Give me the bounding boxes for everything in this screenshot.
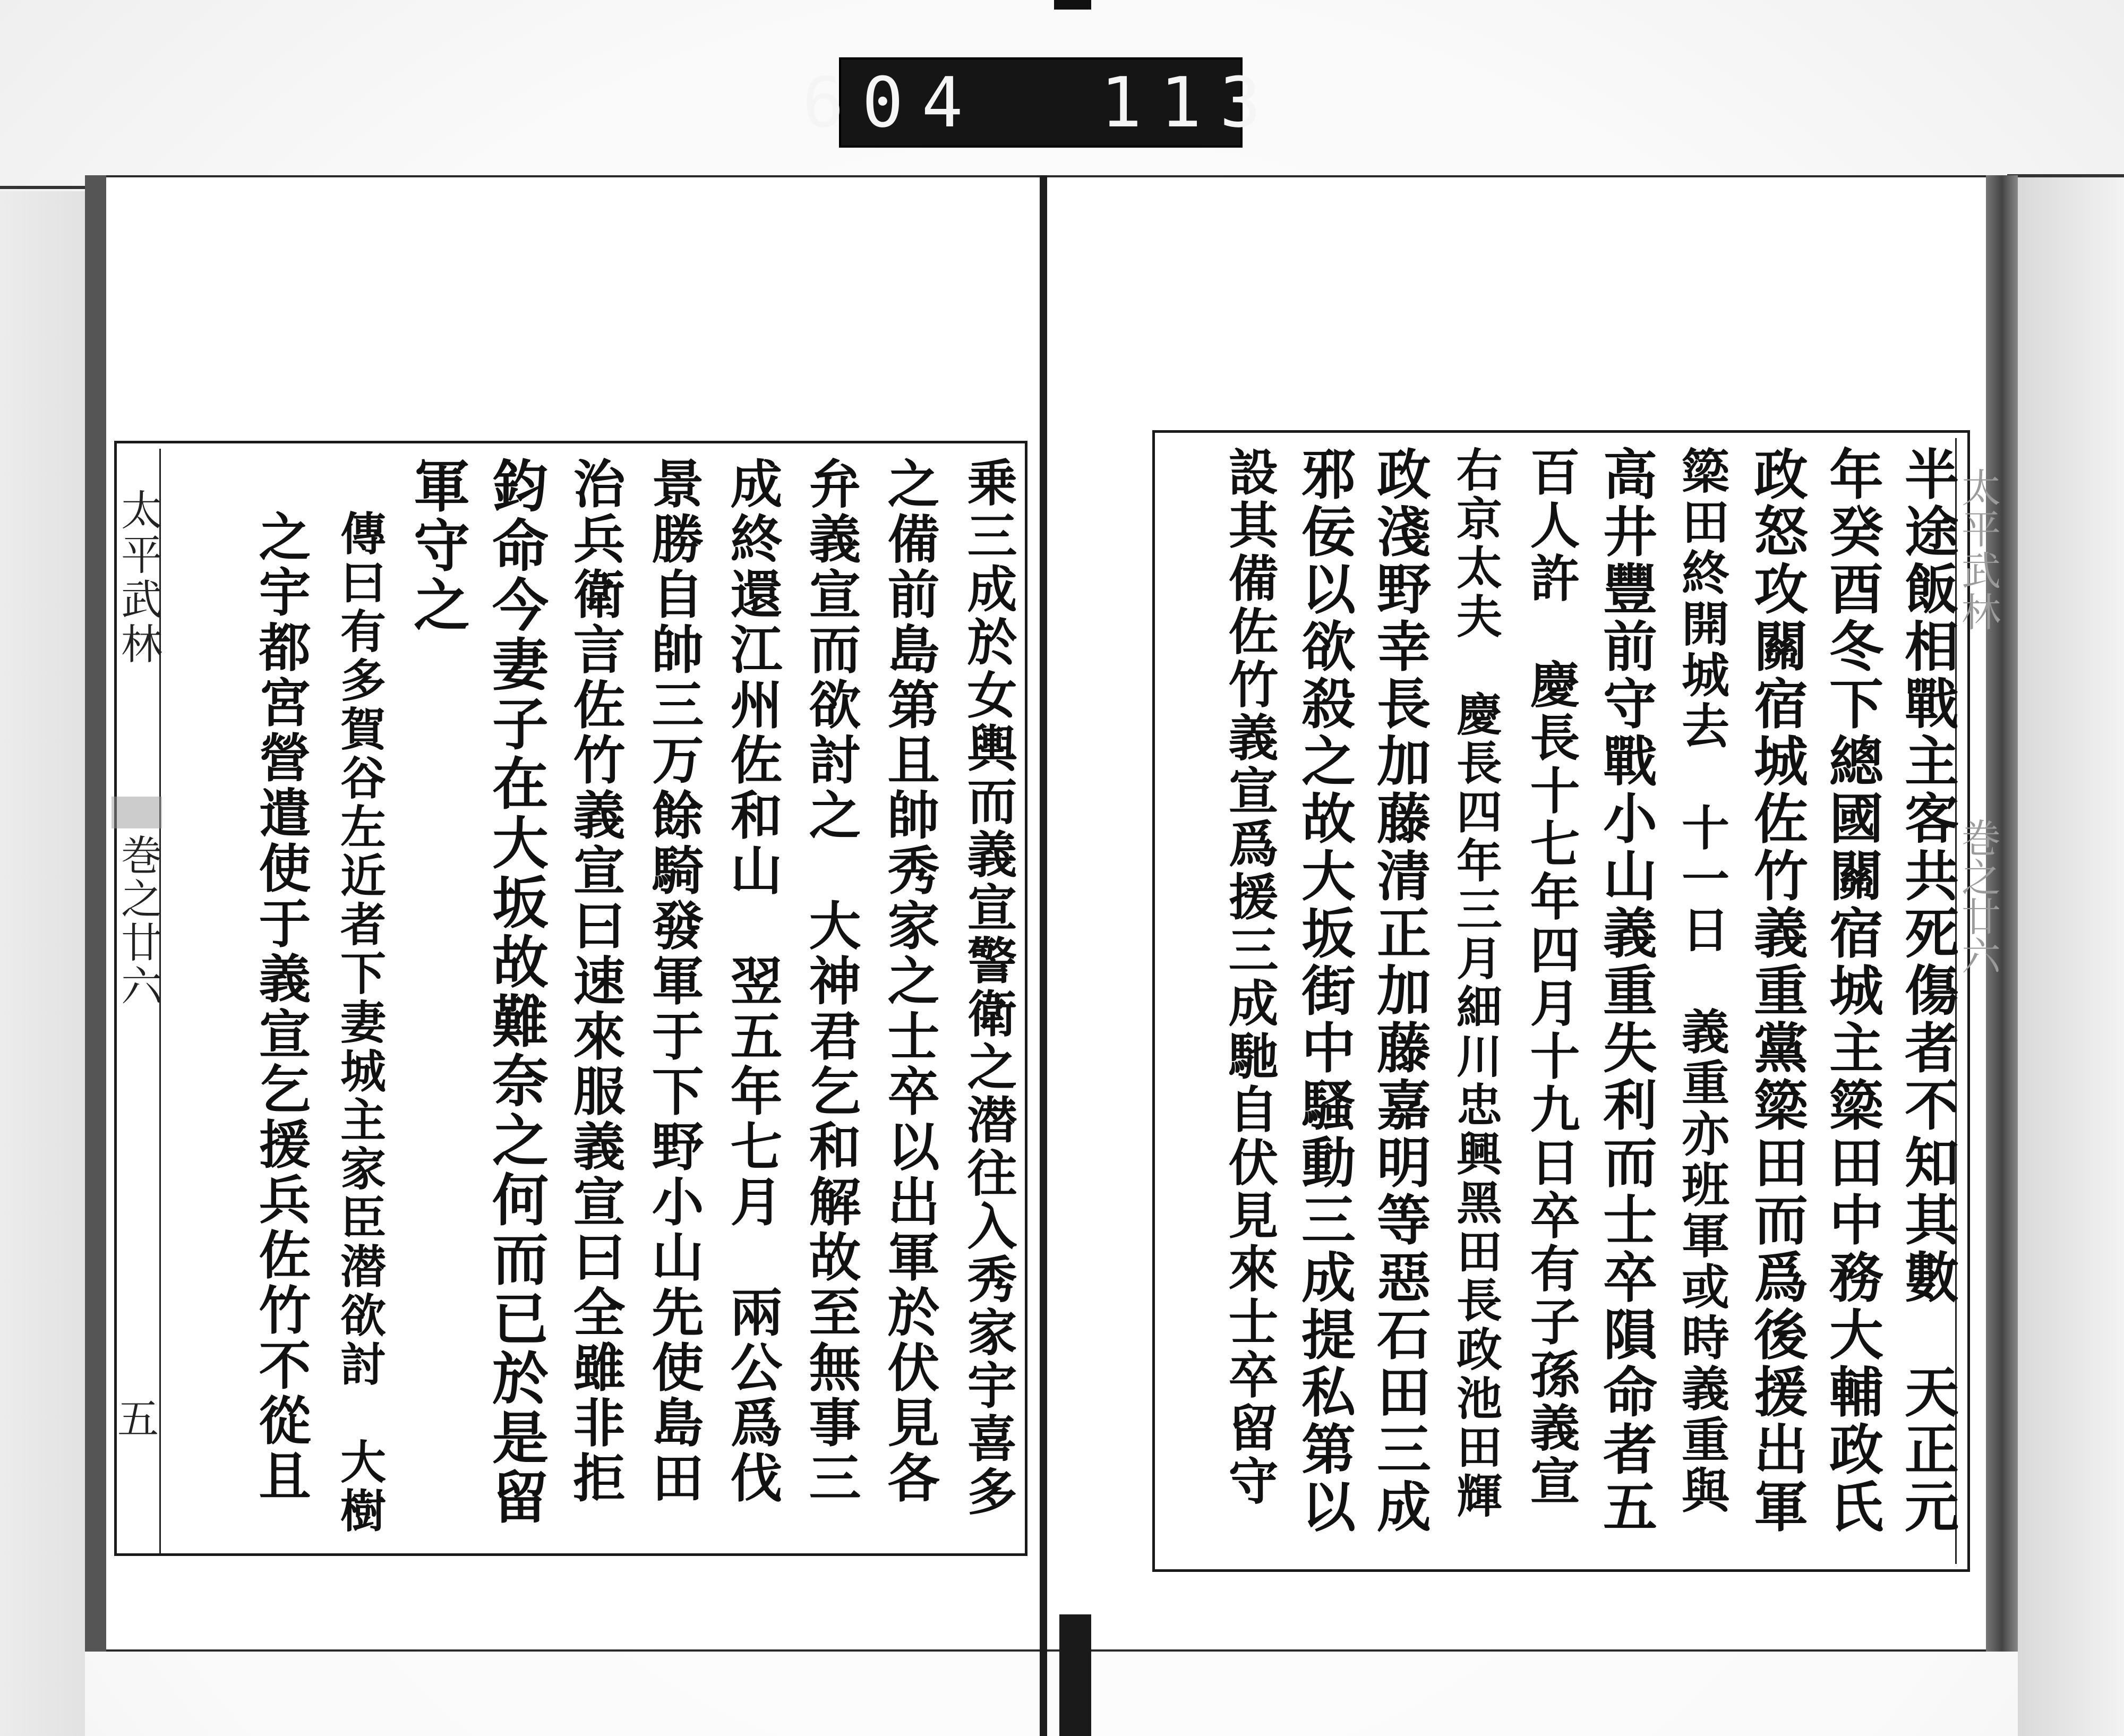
left-text-column: 傳曰有多賀谷左近者下妻城主家臣潜欲討 大樹 — [332, 510, 386, 1536]
top-tab — [1054, 0, 1091, 10]
right-text-column: 百人許 慶長十七年四月十九日卒有子孫義宣 — [1521, 446, 1580, 1508]
right-text-column: 政怒攻關宿城佐竹義重黨簗田而爲後援出軍 — [1745, 446, 1809, 1536]
top-edge-left — [0, 186, 96, 189]
left-text-column: 之備前島第且帥秀家之士卒以出軍於伏見各 — [879, 457, 940, 1506]
frame-number-text: 604 113 — [802, 62, 1280, 143]
gutter-foot-shadow — [1059, 1614, 1091, 1736]
left-text-column: 之宇都宮營遣使于義宣乞援兵佐竹不從且 — [250, 510, 311, 1504]
left-text-column: 軍守之 — [405, 457, 471, 635]
right-text-column: 半途飯相戰主客共死傷者不知其數 天正元 — [1896, 446, 1959, 1536]
margin-book-title: 太平武林 — [114, 489, 162, 667]
left-text-column: 治兵衛言佐竹義宣曰速來服義宣曰全雖非拒 — [564, 457, 626, 1506]
left-text-column: 鈞命今妻子在大坂故難奈之何而已於是留 — [483, 457, 550, 1527]
book-gutter — [1040, 175, 1047, 1736]
left-margin-column — [114, 451, 162, 1556]
margin-volume-label: 巻之廿六 — [114, 834, 162, 1008]
right-margin-volume-ghost: 巻之廿六 — [1955, 818, 2001, 975]
right-text-column: 高井豐前守戰小山義重失利而士卒隕命者五 — [1594, 446, 1658, 1536]
left-page-spine — [85, 175, 106, 1652]
frame-number-label — [802, 57, 1280, 148]
left-text-column: 弁義宣而欲討之 大神君乞和解故至無事三 — [800, 457, 861, 1506]
outer-left-edge — [0, 191, 85, 1736]
left-text-column: 景勝自帥三万餘騎發軍于下野小山先使島田 — [643, 457, 704, 1506]
outer-right-edge — [2018, 175, 2124, 1736]
right-text-column: 右京太夫 慶長四年三月細川忠興黑田長政池田輝 — [1449, 446, 1502, 1521]
right-text-column: 政淺野幸長加藤清正加藤嘉明等惡石田三成 — [1368, 446, 1432, 1536]
top-edge-right — [2007, 174, 2124, 177]
right-margin-title-ghost: 太平武林 — [1955, 467, 2001, 633]
right-text-column: 年癸酉冬下總國關宿城主簗田中務大輔政氏 — [1820, 446, 1884, 1536]
right-text-column: 設其備佐竹義宣爲援三成馳自伏見來士卒留守 — [1220, 446, 1278, 1508]
right-text-column: 邪佞以欲殺之故大坂街中騷動三成提私第以 — [1292, 446, 1356, 1536]
left-text-column: 乗三成於女輿而義宣警衛之潜往入秀家宇喜多 — [958, 457, 1017, 1519]
left-text-column: 成終還江州佐和山 翌五年七月 兩公爲伐 — [722, 457, 783, 1506]
right-text-column: 簗田終開城去 十一日 義重亦班軍或時義重與 — [1673, 446, 1729, 1517]
margin-page-number: 五 — [117, 1396, 159, 1443]
